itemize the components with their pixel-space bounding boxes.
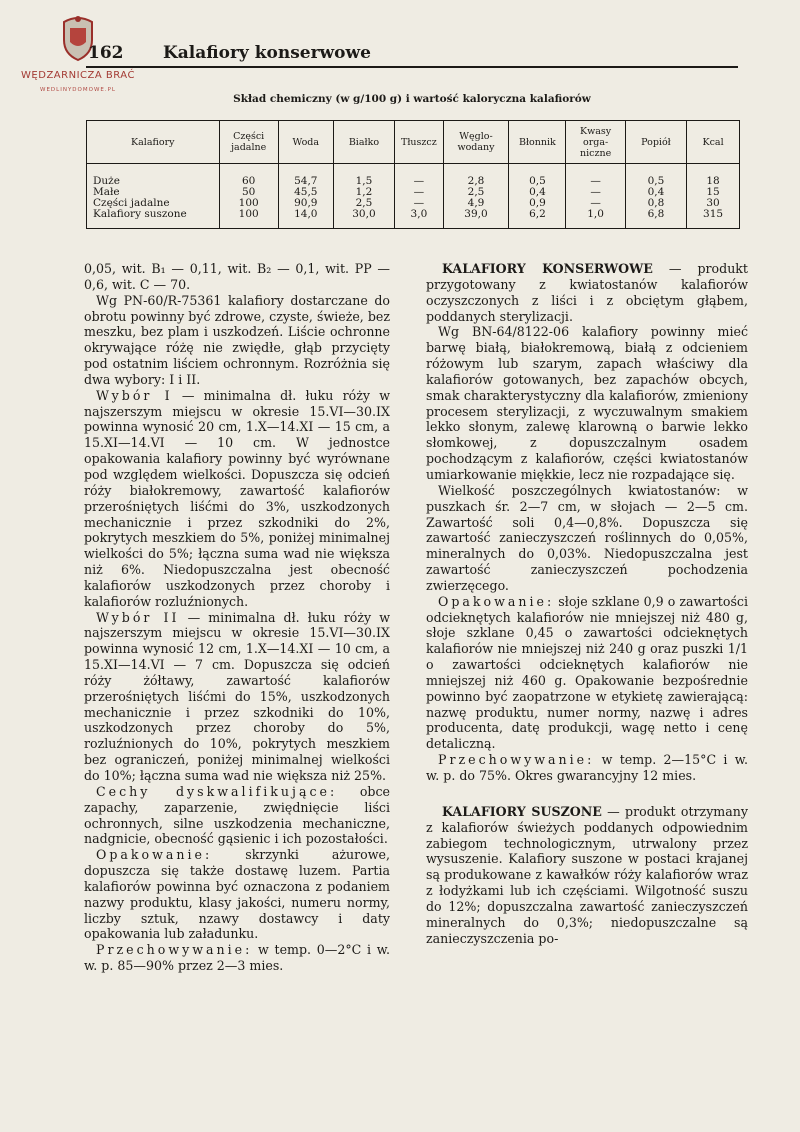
table-cell: 2,5: [333, 198, 394, 209]
paragraph: Wielkość poszczególnych kwiatostanów: w puszkach śr. 2—7 cm, w słojach — 2—5 cm. Zawartość soli 0,4—0,8%. Dopuszcza się zawartość zanieczyszczeń roślinnych do 0,05%, mineralnych do 0,03%. Niedopuszczalna jest zawartość zanieczyszczeń pochodzenia zwierzęcego.: [426, 482, 748, 593]
inline-heading: Cechy dyskwalifikujące:: [96, 783, 338, 799]
paragraph-text: — minimalna dł. łuku róży w najszerszym miejscu w okresie 15.VI—30.IX powinna wynosić 20 cm, 1.X—14.XI — 15 cm, a 15.XI—14.VI — 10 cm. W jednostce opakowania kalafiory powinny być wyrównane pod względem wielkości. Dopuszcza się odcień róży białokremowy, zawartość kalafiorów przerośniętych liśćmi do 3%, uszkodzonych mechanicznie i przez szkodniki do 2%, pokrytych meszkiem do 5%, poniżej minimalnej wielkości do 5%; łączna suma wad nie większa niż 6%. Niedopuszczalna jest obecność kalafiorów uszkodzonych przez choroby i kalafiorów rozluźnionych.: [84, 387, 390, 609]
table-cell: 60: [219, 164, 278, 188]
table-cell: 15: [687, 187, 740, 198]
table-cell: —: [566, 198, 625, 209]
table-header-cell: Kcal: [687, 121, 740, 164]
table-header-cell: Kwasy orga-niczne: [566, 121, 625, 164]
inline-heading: Przechowywanie:: [438, 752, 595, 768]
section-title: KALAFIORY KONSERWOWE: [442, 261, 653, 276]
paragraph: [426, 261, 748, 324]
logo-name: WĘDZARNICZA BRAĆ: [21, 70, 135, 81]
paragraph: [426, 594, 748, 752]
table-cell: —: [395, 198, 443, 209]
table-title: Skład chemiczny (w g/100 g) i wartość kaloryczna kalafiorów: [233, 93, 591, 105]
table-cell: 45,5: [278, 187, 333, 198]
table-cell: 4,9: [443, 198, 509, 209]
table-cell: 0,9: [509, 198, 566, 209]
table-cell: Małe: [87, 187, 220, 198]
table-cell: Części jadalne: [87, 198, 220, 209]
table-cell: Kalafiory suszone: [87, 209, 220, 229]
inline-heading: Wybór I: [96, 387, 173, 403]
paragraph-text: słoje szklane 0,9 o zawartości odcieknętych kalafiorów nie mniejszej niż 480 g, słoje szklane 0,45 o zawartości odcieknętych kalafiorów nie mniejszej niż 240 g oraz puszki 1/1 o zawartości odcieknętych kalafiorów nie mniejszej niż 460 g. Opakowanie bezpośrednie powinno być zaopatrzone w etykietę zawierającą: nazwę produktu, numer normy, nazwę i adres producenta, datę produkcji, wagę netto i cenę detaliczną.: [426, 593, 748, 752]
table-header-cell: Woda: [278, 121, 333, 164]
table-cell: 90,9: [278, 198, 333, 209]
table-cell: 54,7: [278, 164, 333, 188]
paragraph: [84, 610, 390, 784]
paragraph-text: w temp. 2—15°C i w. w. p. do 75%. Okres gwarancyjny 12 mies.: [426, 752, 748, 783]
table-cell: 50: [219, 187, 278, 198]
table-header-cell: Części jadalne: [219, 121, 278, 164]
table-cell: —: [566, 164, 625, 188]
header-rule: [86, 66, 738, 68]
table-row: [87, 209, 740, 229]
table-row: [87, 187, 740, 198]
table-header-cell: Białko: [333, 121, 394, 164]
section-title: KALAFIORY SUSZONE: [442, 803, 602, 819]
table-cell: —: [395, 164, 443, 188]
composition-table: [86, 120, 740, 230]
table-header-row: [87, 121, 740, 164]
left-column: [84, 261, 390, 974]
table-cell: 315: [687, 209, 740, 229]
table-cell: 18: [687, 164, 740, 188]
paragraph: [84, 942, 390, 974]
table-cell: 2,5: [443, 187, 509, 198]
paragraph: Wg PN-60/R-75361 kalafiory dostarczane do obrotu powinny być zdrowe, czyste, świeże, bez meszku, bez plam i uszkodzeń. Liście ochronne okrywające różę nie zwiędłe, głąb przycięty pod ostatnim liściem ochronnym. Rozróżnia się dwa wybory: I i II.: [84, 292, 390, 387]
paragraph: [426, 752, 748, 784]
table-cell: 14,0: [278, 209, 333, 229]
table-header-cell: Błonnik: [509, 121, 566, 164]
table-cell: 0,8: [625, 198, 686, 209]
running-title: Kalafiory konserwowe: [163, 43, 371, 63]
table-cell: 6,8: [625, 209, 686, 229]
paragraph: [84, 847, 390, 942]
table-cell: 39,0: [443, 209, 509, 229]
paragraph: [426, 804, 748, 947]
table-cell: 0,5: [509, 164, 566, 188]
paragraph-text: skrzynki ażurowe, dopuszcza się także dostawę luzem. Partia kalafiorów powinna być oznaczona z podaniem nazwy produktu, klasy jakości, numeru normy, liczby sztuk, nzawy dostawcy i daty opakowania lub załadunku.: [84, 847, 390, 942]
right-column: [426, 261, 748, 946]
paragraph-text: w temp. 0—2°C i w. w. p. 85—90% przez 2—3 mies.: [84, 942, 390, 974]
paragraph: 0,05, wit. B₁ — 0,11, wit. B₂ — 0,1, wit. PP — 0,6, wit. C — 70.: [84, 261, 390, 292]
table-header-cell: Kalafiory: [87, 121, 220, 164]
table-cell: 3,0: [395, 209, 443, 229]
paragraph-text: obce zapachy, zaparzenie, zwiędnięcie liści ochronnych, silne uszkodzenia mechaniczne, nadgnicie, obecność gąsienic i ich pozostałości.: [84, 783, 390, 847]
table-header-cell: Tłuszcz: [395, 121, 443, 164]
inline-heading: Przechowywanie:: [96, 942, 253, 958]
paragraph-text: — produkt otrzymany z kalafiorów świeżych poddanych odpowiednim zabiegom technologicznym, utrwalony przez wysuszenie. Kalafiory suszone w postaci krajanej są produkowane z kawałków róży kalafiorów wraz z łodyżkami lub ich częściami. Wilgotność suszu do 12%; dopuszczalna zawartość zanieczyszczeń mineralnych do 0,3%; niedopuszczalne są zanieczyszczenia po-: [426, 803, 748, 946]
table-cell: 1,5: [333, 164, 394, 188]
paragraph-text: — minimalna dł. łuku róży w najszerszym miejscu w okresie 15.VI—30.IX powinna wynosić 12 cm, 1.X—14.XI — 10 cm, a 15.XI—14.VI — 7 cm. Dopuszcza się odcień róży żółtawy, zawartość kalafiorów przerośniętych liśćmi do 15%, uszkodzonych mechanicznie i przez szkodniki do 10%, uszkodzonych przez choroby do 5%, rozluźnionych do 10%, pokrytych meszkiem bez ograniczeń, poniżej minimalnej wielkości do 10%; łączna suma wad nie większa niż 25%.: [84, 609, 390, 783]
table-cell: 100: [219, 209, 278, 229]
table-row: [87, 164, 740, 188]
paragraph: Wg BN-64/8122-06 kalafiory powinny mieć barwę białą, białokremową, białą z odcieniem różowym lub szarym, zapach właściwy dla kalafiorów gotowanych, bez zapachów obcych, smak charakterystyczny dla kalafiorów, zmieniony procesem sterylizacji, z wyczuwalnym smakiem lekko słonym, zalewę klarowną o barwie lekko słomkowej, z dopuszczalnym osadem pochodzącym z kalafiorów, części kwiatostanów umiarkowanie miękkie, lecz nie rozpadające się.: [426, 324, 748, 482]
table-cell: Duże: [87, 164, 220, 188]
table-cell: 2,8: [443, 164, 509, 188]
table-cell: 1,2: [333, 187, 394, 198]
logo-url: WEDLINYDOMOWE.PL: [40, 87, 116, 93]
page-number: 162: [88, 43, 124, 63]
table-cell: 30: [687, 198, 740, 209]
inline-heading: Opakowanie:: [96, 847, 213, 863]
table-cell: 0,5: [625, 164, 686, 188]
inline-heading: Wybór II: [96, 609, 180, 625]
table-header-cell: Węglo-wodany: [443, 121, 509, 164]
table-cell: —: [566, 187, 625, 198]
paragraph: [84, 784, 390, 847]
paragraph: [84, 388, 390, 610]
table-cell: 1,0: [566, 209, 625, 229]
table-cell: 0,4: [625, 187, 686, 198]
inline-heading: Opakowanie:: [438, 593, 555, 609]
paragraph-text: — produkt przygotowany z kwiatostanów kalafiorów oczyszczonych z liści i z obciętym głąbem, poddanych sterylizacji.: [426, 261, 748, 324]
table-cell: 100: [219, 198, 278, 209]
table-cell: 30,0: [333, 209, 394, 229]
table-cell: —: [395, 187, 443, 198]
table-header-cell: Popiół: [625, 121, 686, 164]
table-cell: 6,2: [509, 209, 566, 229]
table-cell: 0,4: [509, 187, 566, 198]
